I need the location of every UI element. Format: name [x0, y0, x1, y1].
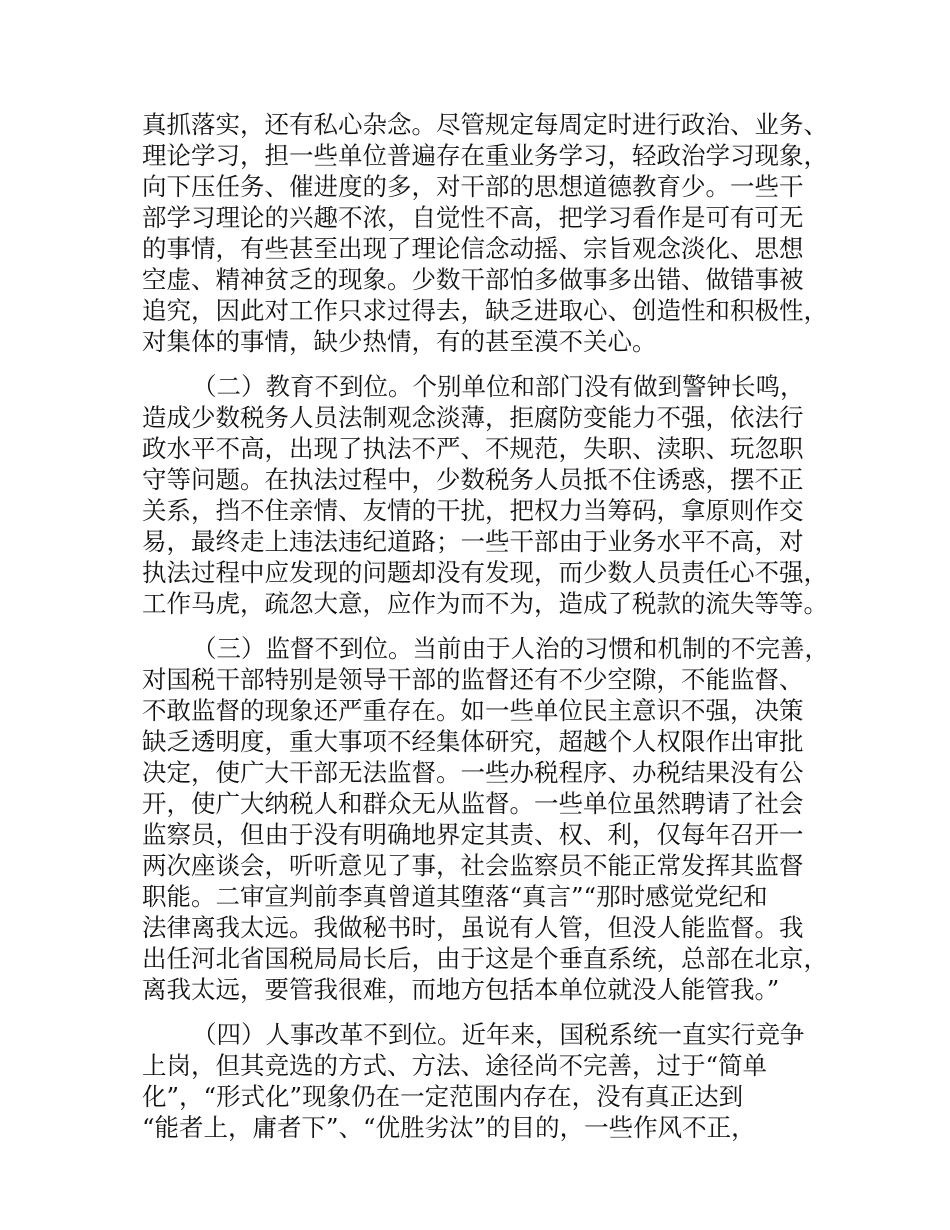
text-line: 部学习理论的兴趣不浓，自觉性不高，把学习看作是可有可无: [142, 203, 804, 232]
text-line: （二）教育不到位。个别单位和部门没有做到警钟长鸣，: [192, 372, 805, 401]
text-line: 执法过程中应发现的问题却没有发现，而少数人员责任心不强，: [142, 558, 828, 587]
text-line: 真抓落实，还有私心杂念。尽管规定每周定时进行政治、业务、: [142, 110, 828, 139]
text-line: 出任河北省国税局局长后，由于这是个垂直系统，总部在北京，: [142, 944, 828, 973]
text-line: 空虚、精神贫乏的现象。少数干部怕多做事多出错、做错事被: [142, 265, 804, 294]
text-line: 易，最终走上违法违纪道路；一些干部由于业务水平不高，对: [142, 527, 804, 556]
text-line: 对国税干部特别是领导干部的监督还有不少空隙，不能监督、: [142, 665, 804, 694]
text-line: 向下压任务、催进度的多，对干部的思想道德教育少。一些干: [142, 172, 804, 201]
paragraph-education: [142, 371, 942, 619]
text-line: 守等问题。在执法过程中，少数税务人员抵不住诱惑，摆不正: [142, 465, 804, 494]
text-line: 追究，因此对工作只求过得去，缺乏进取心、创造性和积极性，: [142, 296, 828, 325]
paragraph-personnel-reform: [142, 1019, 942, 1143]
text-line: 政水平不高，出现了执法不严、不规范，失职、渎职、玩忽职: [142, 434, 804, 463]
text-line: 理论学习，担一些单位普遍存在重业务学习，轻政治学习现象，: [142, 141, 828, 170]
text-line: 监察员，但由于没有明确地界定其责、权、利，仅每年召开一: [142, 820, 804, 849]
text-line: 两次座谈会，听听意见了事，社会监察员不能正常发挥其监督: [142, 851, 804, 880]
paragraph-supervision: [142, 633, 942, 1005]
text-line: 的事情，有些甚至出现了理论信念动摇、宗旨观念淡化、思想: [142, 234, 804, 263]
text-line: 法律离我太远。我做秘书时，虽说有人管，但没人能监督。我: [142, 913, 804, 942]
text-line: 上岗，但其竞选的方式、方法、途径尚不完善，过于“简单: [142, 1051, 768, 1080]
text-line: “能者上，庸者下”、“优胜劣汰”的目的，一些作风不正，: [142, 1113, 756, 1142]
paragraph-continuation: [142, 109, 942, 357]
text-line: 决定，使广大干部无法监督。一些办税程序、办税结果没有公: [142, 758, 804, 787]
text-line: 缺乏透明度，重大事项不经集体研究，超越个人权限作出审批: [142, 727, 804, 756]
text-line: 工作马虎，疏忽大意，应作为而不为，造成了税款的流失等等。: [142, 589, 828, 618]
text-line: 关系，挡不住亲情、友情的干扰，把权力当筹码，拿原则作交: [142, 496, 804, 525]
text-line: 不敢监督的现象还严重存在。如一些单位民主意识不强，决策: [142, 696, 804, 725]
text-line: （四）人事改革不到位。近年来，国税系统一直实行竞争: [192, 1020, 805, 1049]
text-line: 职能。二审宣判前李真曾道其堕落“真言”“那时感觉党纪和: [142, 882, 768, 911]
text-line: 对集体的事情，缺少热情，有的甚至漠不关心。: [142, 327, 657, 356]
text-line: （三）监督不到位。当前由于人治的习惯和机制的不完善，: [192, 634, 829, 663]
text-line: 化”，“形式化”现象仍在一定范围内存在，没有真正达到: [142, 1082, 744, 1111]
text-line: 造成少数税务人员法制观念淡薄，拒腐防变能力不强，依法行: [142, 403, 804, 432]
text-line: 离我太远，要管我很难，而地方包括本单位就没人能管我。”: [142, 975, 780, 1004]
text-line: 开，使广大纳税人和群众无从监督。一些单位虽然聘请了社会: [142, 789, 804, 818]
